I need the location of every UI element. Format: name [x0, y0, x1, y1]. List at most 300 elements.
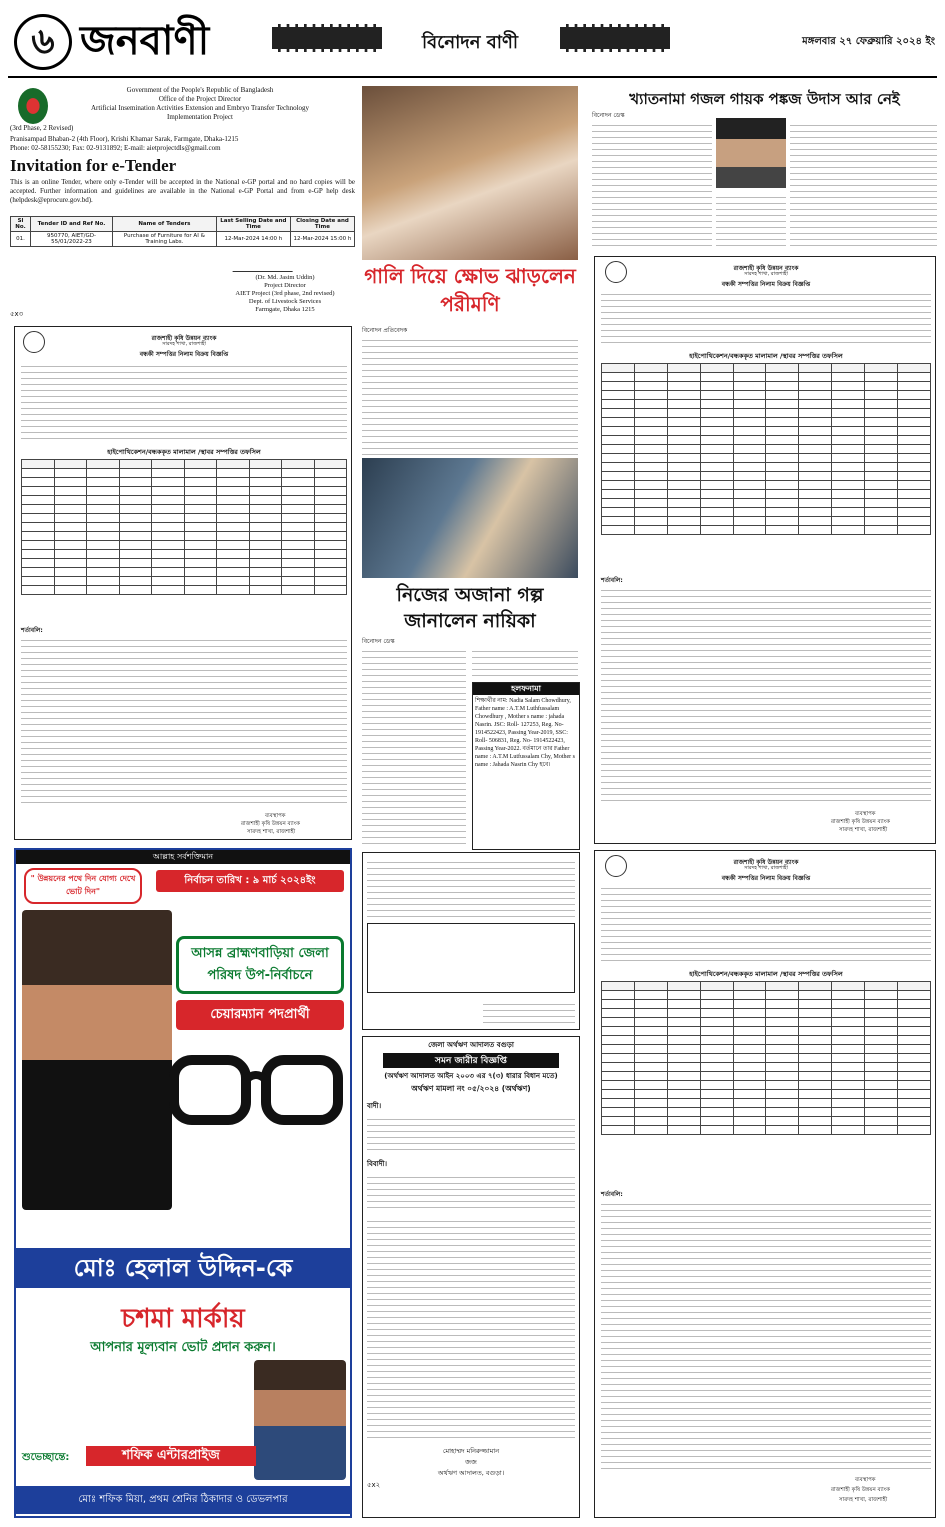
table-cell [700, 1108, 733, 1117]
table-cell [217, 568, 250, 577]
table-cell [700, 481, 733, 490]
table-cell [865, 373, 898, 382]
table-cell [799, 490, 832, 499]
table-cell [799, 517, 832, 526]
table-cell [898, 436, 931, 445]
table-cell [184, 514, 217, 523]
table-cell [22, 487, 55, 496]
table-cell [249, 514, 282, 523]
table-row [602, 490, 931, 499]
vote-request: আপনার মূল্যবান ভোট প্রদান করুন। [90, 1340, 276, 1355]
nayika-headline: নিজের অজানা গল্প জানালেন নায়িকা [396, 584, 544, 632]
table-row [602, 1036, 931, 1045]
table-cell [865, 508, 898, 517]
table-cell [799, 364, 832, 373]
col-header: Name of Tenders [112, 217, 216, 232]
table-cell [667, 481, 700, 490]
table-cell [152, 478, 185, 487]
table-cell [602, 1090, 635, 1099]
table-cell [799, 1081, 832, 1090]
table-cell [799, 463, 832, 472]
table-cell [733, 409, 766, 418]
table-cell [152, 550, 185, 559]
table-cell [898, 1036, 931, 1045]
table-cell [249, 487, 282, 496]
table-cell [634, 382, 667, 391]
ad-slogan: " উন্নয়নের পথে দিন যোগ্য দেখে ভোট দিন" [24, 868, 142, 904]
table-cell [217, 550, 250, 559]
col-header: Last Selling Date and Time [216, 217, 290, 232]
table-cell [799, 373, 832, 382]
table-cell [634, 445, 667, 454]
table-cell [865, 382, 898, 391]
table-cell [634, 991, 667, 1000]
table-cell [282, 523, 315, 532]
table-cell [87, 559, 120, 568]
court-body [367, 1216, 575, 1442]
table-cell [832, 391, 865, 400]
table-cell [832, 418, 865, 427]
org-line: Government of the People's Republic of Bangladesh [126, 86, 274, 94]
table-cell [152, 487, 185, 496]
table-cell [152, 577, 185, 586]
table-cell [898, 382, 931, 391]
table-cell [799, 1009, 832, 1018]
table-cell [217, 460, 250, 469]
table-cell [667, 1072, 700, 1081]
table-cell [766, 982, 799, 991]
table-cell [54, 559, 87, 568]
masthead [8, 8, 268, 74]
header-date: মঙ্গলবার ২৭ ফেব্রুয়ারি ২০২৪ ইং [802, 36, 935, 47]
table-cell [667, 400, 700, 409]
table-cell [87, 568, 120, 577]
table-row [602, 991, 931, 1000]
table-cell [87, 577, 120, 586]
table-cell [634, 1126, 667, 1135]
table-cell [87, 550, 120, 559]
table-cell [634, 418, 667, 427]
table-cell [832, 364, 865, 373]
table-cell [865, 454, 898, 463]
parimoni-headline: গালি দিয়ে ক্ষোভ ঝাড়লেন পরীমণি [364, 264, 576, 316]
table-cell [733, 526, 766, 535]
table-row [602, 1009, 931, 1018]
table-cell [832, 1000, 865, 1009]
table-cell [667, 1054, 700, 1063]
table-cell [602, 490, 635, 499]
table-cell [799, 1126, 832, 1135]
table-cell [733, 1063, 766, 1072]
table-cell [602, 1117, 635, 1126]
table-cell [799, 454, 832, 463]
table-cell: 950770, AIET/GD-55/01/2022-23 [31, 232, 113, 247]
signer-line: Farmgate, Dhaka 1215 [255, 306, 315, 313]
table-cell [700, 1036, 733, 1045]
table-cell [314, 514, 347, 523]
table-cell [832, 427, 865, 436]
table-cell [766, 508, 799, 517]
table-cell [602, 382, 635, 391]
table-cell [87, 541, 120, 550]
table-cell [898, 373, 931, 382]
table-cell [217, 541, 250, 550]
table-cell [865, 1117, 898, 1126]
table-row [602, 400, 931, 409]
table-cell [700, 427, 733, 436]
table-cell [119, 487, 152, 496]
table-cell [733, 364, 766, 373]
table-row [602, 382, 931, 391]
table-cell [314, 541, 347, 550]
table-cell [602, 1000, 635, 1009]
table-cell [634, 508, 667, 517]
table-cell [733, 382, 766, 391]
table-cell [766, 418, 799, 427]
table-cell [184, 532, 217, 541]
table-cell [314, 478, 347, 487]
table-cell [733, 418, 766, 427]
table-cell [865, 526, 898, 535]
land-notice-text [367, 857, 575, 917]
table-cell [314, 559, 347, 568]
table-cell [22, 559, 55, 568]
table-cell [217, 496, 250, 505]
court-name: জেলা অর্থঋণ আদালত বগুড়া [428, 1041, 514, 1049]
table-cell [282, 469, 315, 478]
table-cell [700, 436, 733, 445]
table-cell [898, 445, 931, 454]
table-cell [832, 1009, 865, 1018]
section-title: বিনোদন বাণী [421, 32, 519, 53]
govt-logo-icon [18, 88, 48, 124]
table-cell [766, 481, 799, 490]
table-cell [733, 499, 766, 508]
notice-body-text [21, 361, 347, 441]
table-row [22, 514, 347, 523]
ghazal-body-col2 [716, 192, 786, 250]
table-cell [898, 481, 931, 490]
tender-table [10, 216, 355, 247]
table-row [602, 391, 931, 400]
tender-address: Pranisampad Bhaban-2 (4th Floor), Krishi Khamar Sarak, Farmgate, Dhaka-1215 [10, 135, 239, 143]
bank-sign-branch: সারদহ শাখা, রাজশাহী [839, 827, 888, 833]
table-cell [634, 1027, 667, 1036]
table-row [602, 1045, 931, 1054]
table-cell [634, 1018, 667, 1027]
table-cell [119, 496, 152, 505]
table-cell [22, 505, 55, 514]
table-cell [54, 505, 87, 514]
tender-contact: Phone: 02-58155230; Fax: 02-9131892; E-mail: aietprojectdls@gmail.com [10, 144, 221, 152]
table-cell [865, 499, 898, 508]
table-cell [634, 472, 667, 481]
table-cell [832, 445, 865, 454]
table-cell [766, 427, 799, 436]
table-cell [54, 460, 87, 469]
table-cell [865, 364, 898, 373]
table-cell [865, 1027, 898, 1036]
table-row [602, 1063, 931, 1072]
land-notice-table [367, 923, 575, 993]
table-cell [700, 454, 733, 463]
table-cell [152, 568, 185, 577]
table-cell [119, 478, 152, 487]
pankaj-photo [716, 118, 786, 188]
table-cell [700, 373, 733, 382]
table-row [22, 460, 347, 469]
table-cell [602, 499, 635, 508]
table-cell [634, 1000, 667, 1009]
table-row [602, 436, 931, 445]
table-row [22, 559, 347, 568]
schedule-title: হাইপোথিকেশন/বন্ধককৃত মালামাল /স্থাবর সম্পত্তির তফসিল [689, 970, 843, 978]
table-cell [766, 1108, 799, 1117]
table-cell [667, 1081, 700, 1090]
table-cell [667, 364, 700, 373]
table-cell [602, 409, 635, 418]
table-cell [799, 1027, 832, 1036]
table-cell [766, 400, 799, 409]
ghazal-body-col3 [790, 120, 937, 250]
conditions-text [601, 1199, 931, 1469]
table-cell [733, 1117, 766, 1126]
table-cell [87, 586, 120, 595]
judge-name: মোহাম্মদ মনিরুজ্জামান [442, 1447, 500, 1455]
table-cell [700, 1009, 733, 1018]
table-cell [865, 1000, 898, 1009]
table-cell [634, 1045, 667, 1054]
table-cell [282, 514, 315, 523]
film-strip-left [272, 24, 382, 52]
table-cell [152, 532, 185, 541]
table-cell [865, 445, 898, 454]
table-cell [898, 1000, 931, 1009]
bank-name: রাজশাহী কৃষি উন্নয়ন ব্যাংক [733, 265, 799, 272]
table-cell [832, 1090, 865, 1099]
table-cell [667, 526, 700, 535]
table-cell [733, 1000, 766, 1009]
table-cell [898, 991, 931, 1000]
tender-title: Invitation for e-Tender [10, 156, 177, 175]
table-cell [184, 559, 217, 568]
table-cell [733, 436, 766, 445]
table-cell: 12-Mar-2024 14:00 h [216, 232, 290, 247]
table-cell [634, 427, 667, 436]
table-cell [282, 478, 315, 487]
table-cell [249, 541, 282, 550]
table-cell [832, 463, 865, 472]
table-cell [152, 559, 185, 568]
affidavit-title: হলফনামা [473, 683, 579, 695]
table-cell [634, 517, 667, 526]
judge-title: জজ [465, 1458, 477, 1466]
table-cell [898, 1126, 931, 1135]
table-cell [184, 586, 217, 595]
schedule-title: হাইপোথিকেশন/বন্ধককৃত মালামাল /স্থাবর সম্পত্তির তফসিল [689, 352, 843, 360]
table-cell [184, 523, 217, 532]
table-cell [634, 1099, 667, 1108]
table-cell [667, 1036, 700, 1045]
table-cell [152, 586, 185, 595]
nayika-photo [362, 458, 578, 578]
table-cell [832, 481, 865, 490]
nayika-body-col2 [472, 646, 578, 676]
table-cell [733, 991, 766, 1000]
table-cell [87, 487, 120, 496]
table-cell [700, 1099, 733, 1108]
table-row [602, 445, 931, 454]
schedule-table [601, 981, 931, 1135]
schedule-table [601, 363, 931, 535]
table-cell [733, 1072, 766, 1081]
table-cell [152, 523, 185, 532]
table-cell [22, 523, 55, 532]
bank-sign-name: রাজশাহী কৃষি উন্নয়ন ব্যাংক [831, 819, 890, 825]
table-cell [602, 454, 635, 463]
table-cell [602, 1108, 635, 1117]
table-cell [602, 1036, 635, 1045]
table-cell [602, 364, 635, 373]
table-cell [865, 982, 898, 991]
table-cell [832, 508, 865, 517]
table-cell [733, 1009, 766, 1018]
table-cell [733, 1099, 766, 1108]
nayika-body-col1 [362, 646, 466, 846]
table-cell [152, 541, 185, 550]
notice-title: বন্ধকী সম্পত্তির নিলাম বিক্রয় বিজ্ঞপ্তি [139, 351, 229, 358]
table-cell [766, 1045, 799, 1054]
notice-body-text [601, 883, 931, 963]
table-cell [733, 373, 766, 382]
parimoni-desk: বিনোদন প্রতিবেদক [362, 327, 408, 334]
table-cell [799, 409, 832, 418]
bank-notice-right-1 [594, 256, 936, 844]
table-cell [832, 1054, 865, 1063]
table-cell [602, 481, 635, 490]
table-cell [733, 1036, 766, 1045]
table-cell [799, 1090, 832, 1099]
table-cell [249, 460, 282, 469]
table-cell [700, 991, 733, 1000]
table-cell [766, 1018, 799, 1027]
table-cell [898, 1072, 931, 1081]
table-row [602, 508, 931, 517]
table-cell [865, 1045, 898, 1054]
table-cell [799, 526, 832, 535]
ghazal-headline: খ্যাতনামা গজল গায়ক পঙ্কজ উদাস আর নেই [629, 90, 900, 108]
table-cell [314, 505, 347, 514]
table-cell [865, 418, 898, 427]
table-cell [766, 490, 799, 499]
table-cell [602, 1027, 635, 1036]
table-cell [602, 1018, 635, 1027]
table-cell [217, 487, 250, 496]
table-cell [667, 373, 700, 382]
table-cell [87, 505, 120, 514]
table-cell [898, 418, 931, 427]
ghazal-desk: বিনোদন ডেস্ক [592, 112, 625, 119]
table-cell [766, 1081, 799, 1090]
table-cell [898, 454, 931, 463]
table-cell [700, 526, 733, 535]
table-cell [667, 409, 700, 418]
table-cell [602, 427, 635, 436]
table-cell [898, 982, 931, 991]
table-row [22, 505, 347, 514]
table-cell [282, 559, 315, 568]
table-cell [184, 577, 217, 586]
table-cell [54, 523, 87, 532]
table-row [602, 463, 931, 472]
table-cell [184, 469, 217, 478]
table-cell [832, 1117, 865, 1126]
table-cell [832, 1099, 865, 1108]
table-cell [217, 532, 250, 541]
table-cell [667, 463, 700, 472]
table-cell [733, 445, 766, 454]
table-cell [119, 550, 152, 559]
court-badi: বাদী। [367, 1102, 382, 1110]
table-cell [217, 577, 250, 586]
table-cell [119, 523, 152, 532]
table-cell [799, 1117, 832, 1126]
table-cell [54, 550, 87, 559]
table-cell [667, 1090, 700, 1099]
table-cell [22, 586, 55, 595]
table-cell [634, 436, 667, 445]
table-cell [898, 490, 931, 499]
table-cell [766, 1126, 799, 1135]
table-cell [87, 523, 120, 532]
table-cell [667, 1126, 700, 1135]
table-cell [634, 1054, 667, 1063]
table-cell [54, 514, 87, 523]
table-cell [733, 982, 766, 991]
table-cell [865, 1090, 898, 1099]
org-line: Artificial Insemination Activities Extension and Embryo Transfer Technology [90, 104, 310, 112]
table-cell [898, 1090, 931, 1099]
table-cell [700, 499, 733, 508]
tender-signer [220, 274, 350, 314]
table-cell [766, 1099, 799, 1108]
table-cell [799, 472, 832, 481]
table-cell [865, 472, 898, 481]
table-cell [766, 409, 799, 418]
table-cell [282, 496, 315, 505]
table-cell [602, 526, 635, 535]
table-cell [898, 1054, 931, 1063]
conditions-label: শর্তাবলি: [601, 577, 623, 584]
table-row [602, 427, 931, 436]
table-cell [865, 1072, 898, 1081]
table-row [602, 481, 931, 490]
table-cell [602, 1072, 635, 1081]
table-cell [799, 982, 832, 991]
table-cell [898, 427, 931, 436]
page-number: ৬ [14, 14, 72, 70]
table-cell [898, 1081, 931, 1090]
table-cell [634, 1063, 667, 1072]
table-cell [634, 409, 667, 418]
table-cell [602, 1063, 635, 1072]
bank-sign-branch: সারদহ শাখা, রাজশাহী [247, 829, 296, 835]
org-line: Office of the Project Director [158, 95, 242, 103]
table-row [602, 517, 931, 526]
table-cell [766, 382, 799, 391]
table-cell [832, 373, 865, 382]
table-cell [634, 1117, 667, 1126]
